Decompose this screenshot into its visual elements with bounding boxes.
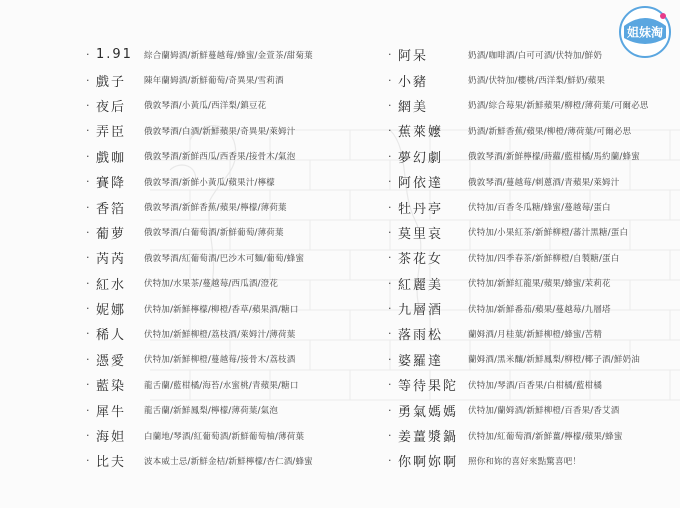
drink-name: 憑愛 (96, 353, 127, 369)
list-item: · 藍染 龍舌蘭/藍柑橘/海苔/水蜜桃/青蘋果/糖口 (86, 372, 406, 397)
drink-ingredients: 奶酒/新鮮香蕉/蘋果/柳橙/薄荷葉/可爾必思 (468, 126, 632, 137)
list-item: · 1.91 綜合蘭姆酒/新鮮蔓越莓/蜂蜜/金萱茶/甜菊葉 (86, 47, 313, 63)
drink-ingredients: 奶酒/咖啡酒/白可可酒/伏特加/鮮奶 (468, 50, 603, 61)
list-item: · 戲子 陳年蘭姆酒/新鮮葡萄/奇異果/雪莉酒 (86, 67, 406, 92)
menu-right-column (388, 42, 678, 474)
drink-name: 藍染 (96, 379, 127, 395)
drink-name: 賽降 (96, 176, 127, 192)
list-item: · 妮娜 伏特加/新鮮檸檬/柳橙/香草/蘋果酒/糖口 (86, 296, 406, 321)
list-item: · 戲咖 俄敦琴酒/新鮮西瓜/西香果/接骨木/氣泡 (86, 144, 406, 169)
drink-name: 海妲 (96, 430, 127, 446)
drink-name: 蕉萊嬤 (398, 125, 444, 141)
drink-ingredients: 伏特加/四季春茶/新鮮柳橙/自製糖/蛋白 (468, 253, 620, 264)
list-item: · 你啊妳啊 照你和妳的喜好來點驚喜吧！ (388, 448, 678, 473)
list-item: · 網美 奶酒/綜合莓果/新鮮蘋果/柳橙/薄荷葉/可爾必思 (388, 93, 678, 118)
drink-name: 葡萝 (96, 226, 127, 242)
logo-text: 姐妹淘 (626, 25, 664, 40)
drink-name: 戲咖 (96, 150, 127, 166)
list-item: · 蕉萊嬤 奶酒/新鮮香蕉/蘋果/柳橙/薄荷葉/可爾必思 (388, 118, 678, 143)
drink-ingredients: 波本威士忌/新鮮金桔/新鮮檸檬/杏仁酒/蜂蜜 (144, 456, 313, 467)
drink-ingredients: 伏特加/蘭姆酒/新鮮柳橙/百香果/香艾酒 (468, 406, 620, 417)
list-item: · 阿依達 俄敦琴酒/蔓越莓/刺蔥酒/青蘋果/萊姆汁 (388, 169, 678, 194)
list-item: · 婆羅達 蘭姆酒/黑米釀/新鮮鳳梨/柳橙/椰子酒/鮮奶油 (388, 347, 678, 372)
drink-name: 比夫 (96, 455, 127, 471)
drink-name: 等待果陀 (398, 379, 459, 395)
drink-ingredients: 伏特加/新鮮紅龍果/蘋果/蜂蜜/茉莉花 (468, 279, 611, 290)
list-item: · 莫里哀 伏特加/小果紅茶/新鮮柳橙/蕃汁黑糖/蛋白 (388, 220, 678, 245)
drink-ingredients: 俄敦琴酒/新鮮香蕉/蘋果/檸檬/薄荷葉 (144, 203, 287, 214)
list-item: · 九層酒 伏特加/新鮮番茄/蘋果/蔓越莓/九層塔 (388, 296, 678, 321)
drink-ingredients: 伏特加/紅葡萄酒/新鮮薑/檸檬/蘋果/蜂蜜 (468, 431, 623, 442)
list-item: · 弄臣 俄敦琴酒/白酒/新鮮蘋果/奇異果/萊姆汁 (86, 118, 406, 143)
list-item: · 海妲 白蘭地/琴酒/紅葡萄酒/新鮮葡萄柚/薄荷葉 (86, 423, 406, 448)
list-item: · 落雨松 蘭姆酒/月桂葉/新鮮柳橙/蜂蜜/苦精 (388, 321, 678, 346)
drink-ingredients: 俄敦琴酒/新鮮檸檬/蒔蘿/藍柑橘/馬約蘭/蜂蜜 (468, 152, 640, 163)
drink-name: 婆羅達 (398, 353, 444, 369)
list-item: · 稀人 伏特加/新鮮柳橙/荔枝酒/萊姆汁/薄荷葉 (86, 321, 406, 346)
drink-ingredients: 蘭姆酒/月桂葉/新鮮柳橙/蜂蜜/苦精 (468, 329, 603, 340)
drink-name: 戲子 (96, 74, 127, 90)
list-item: · 香箔 俄敦琴酒/新鮮香蕉/蘋果/檸檬/薄荷葉 (86, 194, 406, 219)
drink-name: 香箔 (96, 201, 127, 217)
drink-name: 你啊妳啊 (398, 455, 459, 471)
drink-ingredients: 俄敦琴酒/新鮮西瓜/西香果/接骨木/氣泡 (144, 152, 296, 163)
drink-name: 紅水 (96, 277, 127, 293)
drink-name: 落雨松 (398, 328, 444, 344)
drink-ingredients: 伏特加/新鮮番茄/蘋果/蔓越莓/九層塔 (468, 304, 611, 315)
drink-name: 小豬 (398, 74, 429, 90)
drink-ingredients: 俄敦琴酒/新鮮小黃瓜/蘋果汁/檸檬 (144, 177, 275, 188)
list-item: · 等待果陀 伏特加/琴酒/百香果/白柑橘/藍柑橘 (388, 372, 678, 397)
drink-name: 莫里哀 (398, 226, 444, 242)
drink-name: 芮芮 (96, 252, 127, 268)
list-item: · 小豬 奶酒/伏特加/櫻桃/西洋梨/鮮奶/蘋果 (388, 67, 678, 92)
list-item: · 憑愛 伏特加/新鮮柳橙/蔓越莓/接骨木/荔枝酒 (86, 347, 406, 372)
drink-name: 勇氣媽媽 (398, 404, 459, 420)
drink-name: 九層酒 (398, 303, 444, 319)
drink-ingredients: 伏特加/琴酒/百香果/白柑橘/藍柑橘 (468, 380, 603, 391)
list-item: · 牡丹亭 伏特加/百香冬瓜糖/蜂蜜/蔓越莓/蛋白 (388, 194, 678, 219)
drink-name: 阿呆 (398, 49, 429, 65)
list-item: · 紅水 伏特加/水果茶/蔓越莓/西瓜酒/澄花 (86, 271, 406, 296)
drink-ingredients: 白蘭地/琴酒/紅葡萄酒/新鮮葡萄柚/薄荷葉 (144, 431, 305, 442)
drink-ingredients: 伏特加/新鮮柳橙/蔓越莓/接骨木/荔枝酒 (144, 355, 296, 366)
drink-name: 夢幻劇 (398, 150, 444, 166)
drink-ingredients: 龍舌蘭/藍柑橘/海苔/水蜜桃/青蘋果/糖口 (144, 380, 299, 391)
list-item: · 葡萝 俄敦琴酒/白葡萄酒/新鮮葡萄/薄荷葉 (86, 220, 406, 245)
drink-ingredients: 照你和妳的喜好來點驚喜吧！ (468, 456, 582, 467)
drink-name: 犀牛 (96, 404, 127, 420)
list-item: · 阿呆 奶酒/咖啡酒/白可可酒/伏特加/鮮奶 (388, 42, 678, 67)
drink-name: 夜后 (96, 99, 127, 115)
drink-ingredients: 伏特加/百香冬瓜糖/蜂蜜/蔓越莓/蛋白 (468, 203, 611, 214)
drink-ingredients: 俄敦琴酒/蔓越莓/刺蔥酒/青蘋果/萊姆汁 (468, 177, 620, 188)
drink-name: 網美 (398, 99, 429, 115)
drink-name: 牡丹亭 (398, 201, 444, 217)
drink-name: 茶花女 (398, 252, 444, 268)
list-item: · 比夫 波本威士忌/新鮮金桔/新鮮檸檬/杏仁酒/蜂蜜 (86, 448, 406, 473)
drink-ingredients: 俄敦琴酒/小黃瓜/西洋梨/鎮豆花 (144, 101, 267, 112)
list-item: · 夜后 俄敦琴酒/小黃瓜/西洋梨/鎮豆花 (86, 93, 406, 118)
list-item: · 賽降 俄敦琴酒/新鮮小黃瓜/蘋果汁/檸檬 (86, 169, 406, 194)
list-item: · 勇氣媽媽 伏特加/蘭姆酒/新鮮柳橙/百香果/香艾酒 (388, 397, 678, 422)
drink-ingredients: 俄敦琴酒/白酒/新鮮蘋果/奇異果/萊姆汁 (144, 126, 296, 137)
drink-ingredients: 蘭姆酒/黑米釀/新鮮鳳梨/柳橙/椰子酒/鮮奶油 (468, 355, 640, 366)
drink-ingredients: 奶酒/伏特加/櫻桃/西洋梨/鮮奶/蘋果 (468, 76, 606, 87)
drink-name: 1.91 (96, 47, 133, 63)
list-item: · 紅麗美 伏特加/新鮮紅龍果/蘋果/蜂蜜/茉莉花 (388, 271, 678, 296)
list-item: · 芮芮 俄敦琴酒/紅葡萄酒/巴沙木可麵/葡萄/蜂蜜 (86, 245, 406, 270)
drink-ingredients: 伏特加/新鮮柳橙/荔枝酒/萊姆汁/薄荷葉 (144, 329, 296, 340)
drink-ingredients: 伏特加/新鮮檸檬/柳橙/香草/蘋果酒/糖口 (144, 304, 299, 315)
drink-ingredients: 奶酒/綜合莓果/新鮮蘋果/柳橙/薄荷葉/可爾必思 (468, 101, 649, 112)
drink-name: 妮娜 (96, 303, 127, 319)
drink-ingredients: 綜合蘭姆酒/新鮮蔓越莓/蜂蜜/金萱茶/甜菊葉 (144, 50, 313, 61)
drink-ingredients: 俄敦琴酒/白葡萄酒/新鮮葡萄/薄荷葉 (144, 228, 284, 239)
list-item: · 犀牛 龍舌蘭/新鮮鳳梨/檸檬/薄荷葉/氣泡 (86, 397, 406, 422)
list-item: · 茶花女 伏特加/四季春茶/新鮮柳橙/自製糖/蛋白 (388, 245, 678, 270)
drink-ingredients: 龍舌蘭/新鮮鳳梨/檸檬/薄荷葉/氣泡 (144, 406, 279, 417)
drink-name: 阿依達 (398, 176, 444, 192)
drink-name: 紅麗美 (398, 277, 444, 293)
drink-name: 姜薑漿鍋 (398, 430, 459, 446)
drink-ingredients: 陳年蘭姆酒/新鮮葡萄/奇異果/雪莉酒 (144, 76, 284, 87)
list-item: · 姜薑漿鍋 伏特加/紅葡萄酒/新鮮薑/檸檬/蘋果/蜂蜜 (388, 423, 678, 448)
drink-ingredients: 俄敦琴酒/紅葡萄酒/巴沙木可麵/葡萄/蜂蜜 (144, 253, 305, 264)
drink-name: 弄臣 (96, 125, 127, 141)
drink-ingredients: 伏特加/小果紅茶/新鮮柳橙/蕃汁黑糖/蛋白 (468, 228, 629, 239)
drink-ingredients: 伏特加/水果茶/蔓越莓/西瓜酒/澄花 (144, 279, 279, 290)
drink-name: 稀人 (96, 328, 127, 344)
menu-left-column (86, 42, 406, 474)
list-item: · 夢幻劇 俄敦琴酒/新鮮檸檬/蒔蘿/藍柑橘/馬約蘭/蜂蜜 (388, 144, 678, 169)
